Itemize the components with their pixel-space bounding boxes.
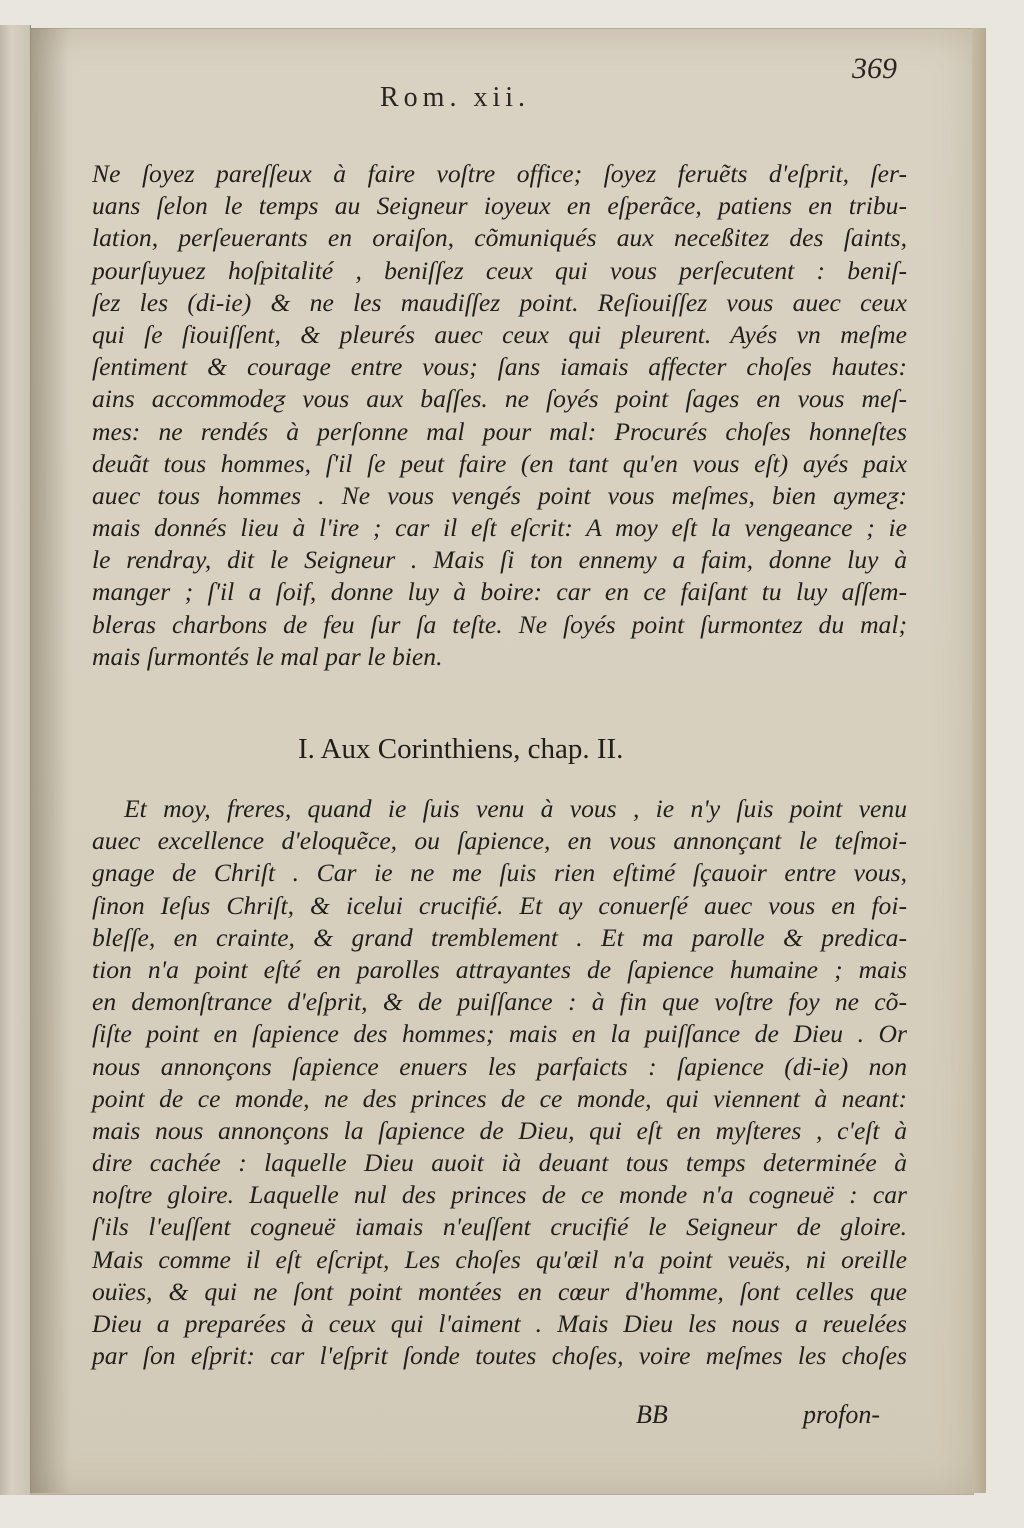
text-line: point de ce monde, ne des princes de ce monde, qui viennent à neant: (92, 1083, 907, 1113)
text-line: ſ'ils l'euſſent cogneuë iamais n'euſſent crucifié le Seigneur de gloire. (92, 1212, 907, 1242)
text-line: ſinon Ieſus Chriſt, & icelui crucifié. Et ay conuerſé auec vous en foi- (92, 890, 907, 920)
text-line: en demonſtrance d'eſprit, & de puiſſance : à fin que voſtre foy ne cõ- (92, 987, 907, 1017)
text-line: mais ſurmontés le mal par le bien. (92, 641, 443, 671)
text-line: mais donnés lieu à l'ire ; car il eſt eſcrit: A moy eſt la vengeance ; ie (92, 513, 907, 543)
text-line: nous annonçons ſapience enuers les parfaicts : ſapience (di-ie) non (92, 1051, 907, 1081)
text-line: pourſuyuez hoſpitalité , beniſſez ceux qui vous perſecutent : beniſ- (92, 255, 907, 285)
text-line: auec excellence d'eloquẽce, ou ſapience, en vous annonçant le teſmoi- (92, 826, 907, 856)
text-line: mais nous annonçons la ſapience de Dieu, qui eſt en myſteres , c'eſt à (92, 1115, 907, 1145)
text-line: deuãt tous hommes, ſ'il ſe peut faire (en tant qu'en vous eſt) ayés paix (92, 448, 907, 478)
text-line: bleſſe, en crainte, & grand tremblement . Et ma parolle & predica- (92, 922, 907, 952)
text-line: tion n'a point eſté en parolles attrayantes de ſapience humaine ; mais (92, 954, 907, 984)
text-line: lation, perſeuerants en oraiſon, cõmuniqués aux neceßitez des ſaints, (92, 223, 907, 253)
text-line: noſtre gloire. Laquelle nul des princes de ce monde n'a cogneuë : car (92, 1180, 907, 1210)
section-heading: I. Aux Corinthiens, chap. II. (298, 733, 624, 765)
text-line: ſiſte point en ſapience des hommes; mais en la puiſſance de Dieu . Or (92, 1019, 907, 1049)
text-line: ouïes, & qui ne ſont point montées en cœur d'homme, ſont celles que (92, 1276, 907, 1306)
text-line: Mais comme il eſt eſcript, Les choſes qu'œil n'a point veuës, ni oreille (92, 1244, 907, 1274)
passage-corinthians (92, 793, 907, 1372)
text-line: gnage de Chriſt . Car ie ne me ſuis rien eſtimé ſçauoir entre vous, (92, 858, 907, 888)
signature-mark: BB (636, 1400, 668, 1429)
text-line: ains accommodeƺ vous aux baſſes. ne ſoyés point ſages en vous meſ- (92, 384, 907, 414)
text-line: dire cachée : laquelle Dieu auoit ià deuant tous temps determinée à (92, 1148, 907, 1178)
text-line: Dieu a preparées à ceux qui l'aiment . Mais Dieu les nous a reuelées (92, 1309, 907, 1338)
catchword: profon- (803, 1400, 881, 1429)
text-line: Ne ſoyez pareſſeux à faire voſtre office; ſoyez feruẽts d'eſprit, ſer- (92, 159, 907, 188)
running-head: Rom. xii. (380, 82, 531, 113)
text-line: bleras charbons de feu ſur ſa teſte. Ne ſoyés point ſurmontez du mal; (92, 609, 907, 639)
text-line: le rendray, dit le Seigneur . Mais ſi ton ennemy a faim, donne luy à (92, 545, 907, 575)
text-line: Et moy, freres, quand ie ſuis venu à vous , ie n'y ſuis point venu (124, 794, 907, 823)
text-line: mes: ne rendés à perſonne mal pour mal: Procurés choſes honneſtes (92, 416, 907, 446)
previous-page-edge (0, 25, 31, 1495)
text-line: manger ; ſ'il a ſoif, donne luy à boire: car en ce faiſant tu luy aſſem- (92, 577, 907, 607)
text-line: qui ſe ſiouiſſent, & pleurés auec ceux qui pleurent. Ayés vn meſme (92, 319, 907, 349)
text-line: par ſon eſprit: car l'eſprit ſonde toutes choſes, voire meſmes les choſes (92, 1341, 907, 1371)
text-line: ſentiment & courage entre vous; ſans iamais affecter choſes hautes: (92, 352, 907, 382)
page-number: 369 (852, 52, 897, 85)
passage-romans (92, 158, 907, 673)
gutter-shadow (30, 28, 70, 1493)
text-line: auec tous hommes . Ne vous vengés point vous meſmes, bien aymeƺ: (92, 480, 907, 510)
page-fore-edge (972, 28, 986, 1493)
text-line: uans ſelon le temps au Seigneur ioyeux en eſperãce, patiens en tribu- (92, 191, 907, 221)
text-line: ſez les (di-ie) & ne les maudiſſez point. Reſiouiſſez vous auec ceux (92, 287, 907, 317)
